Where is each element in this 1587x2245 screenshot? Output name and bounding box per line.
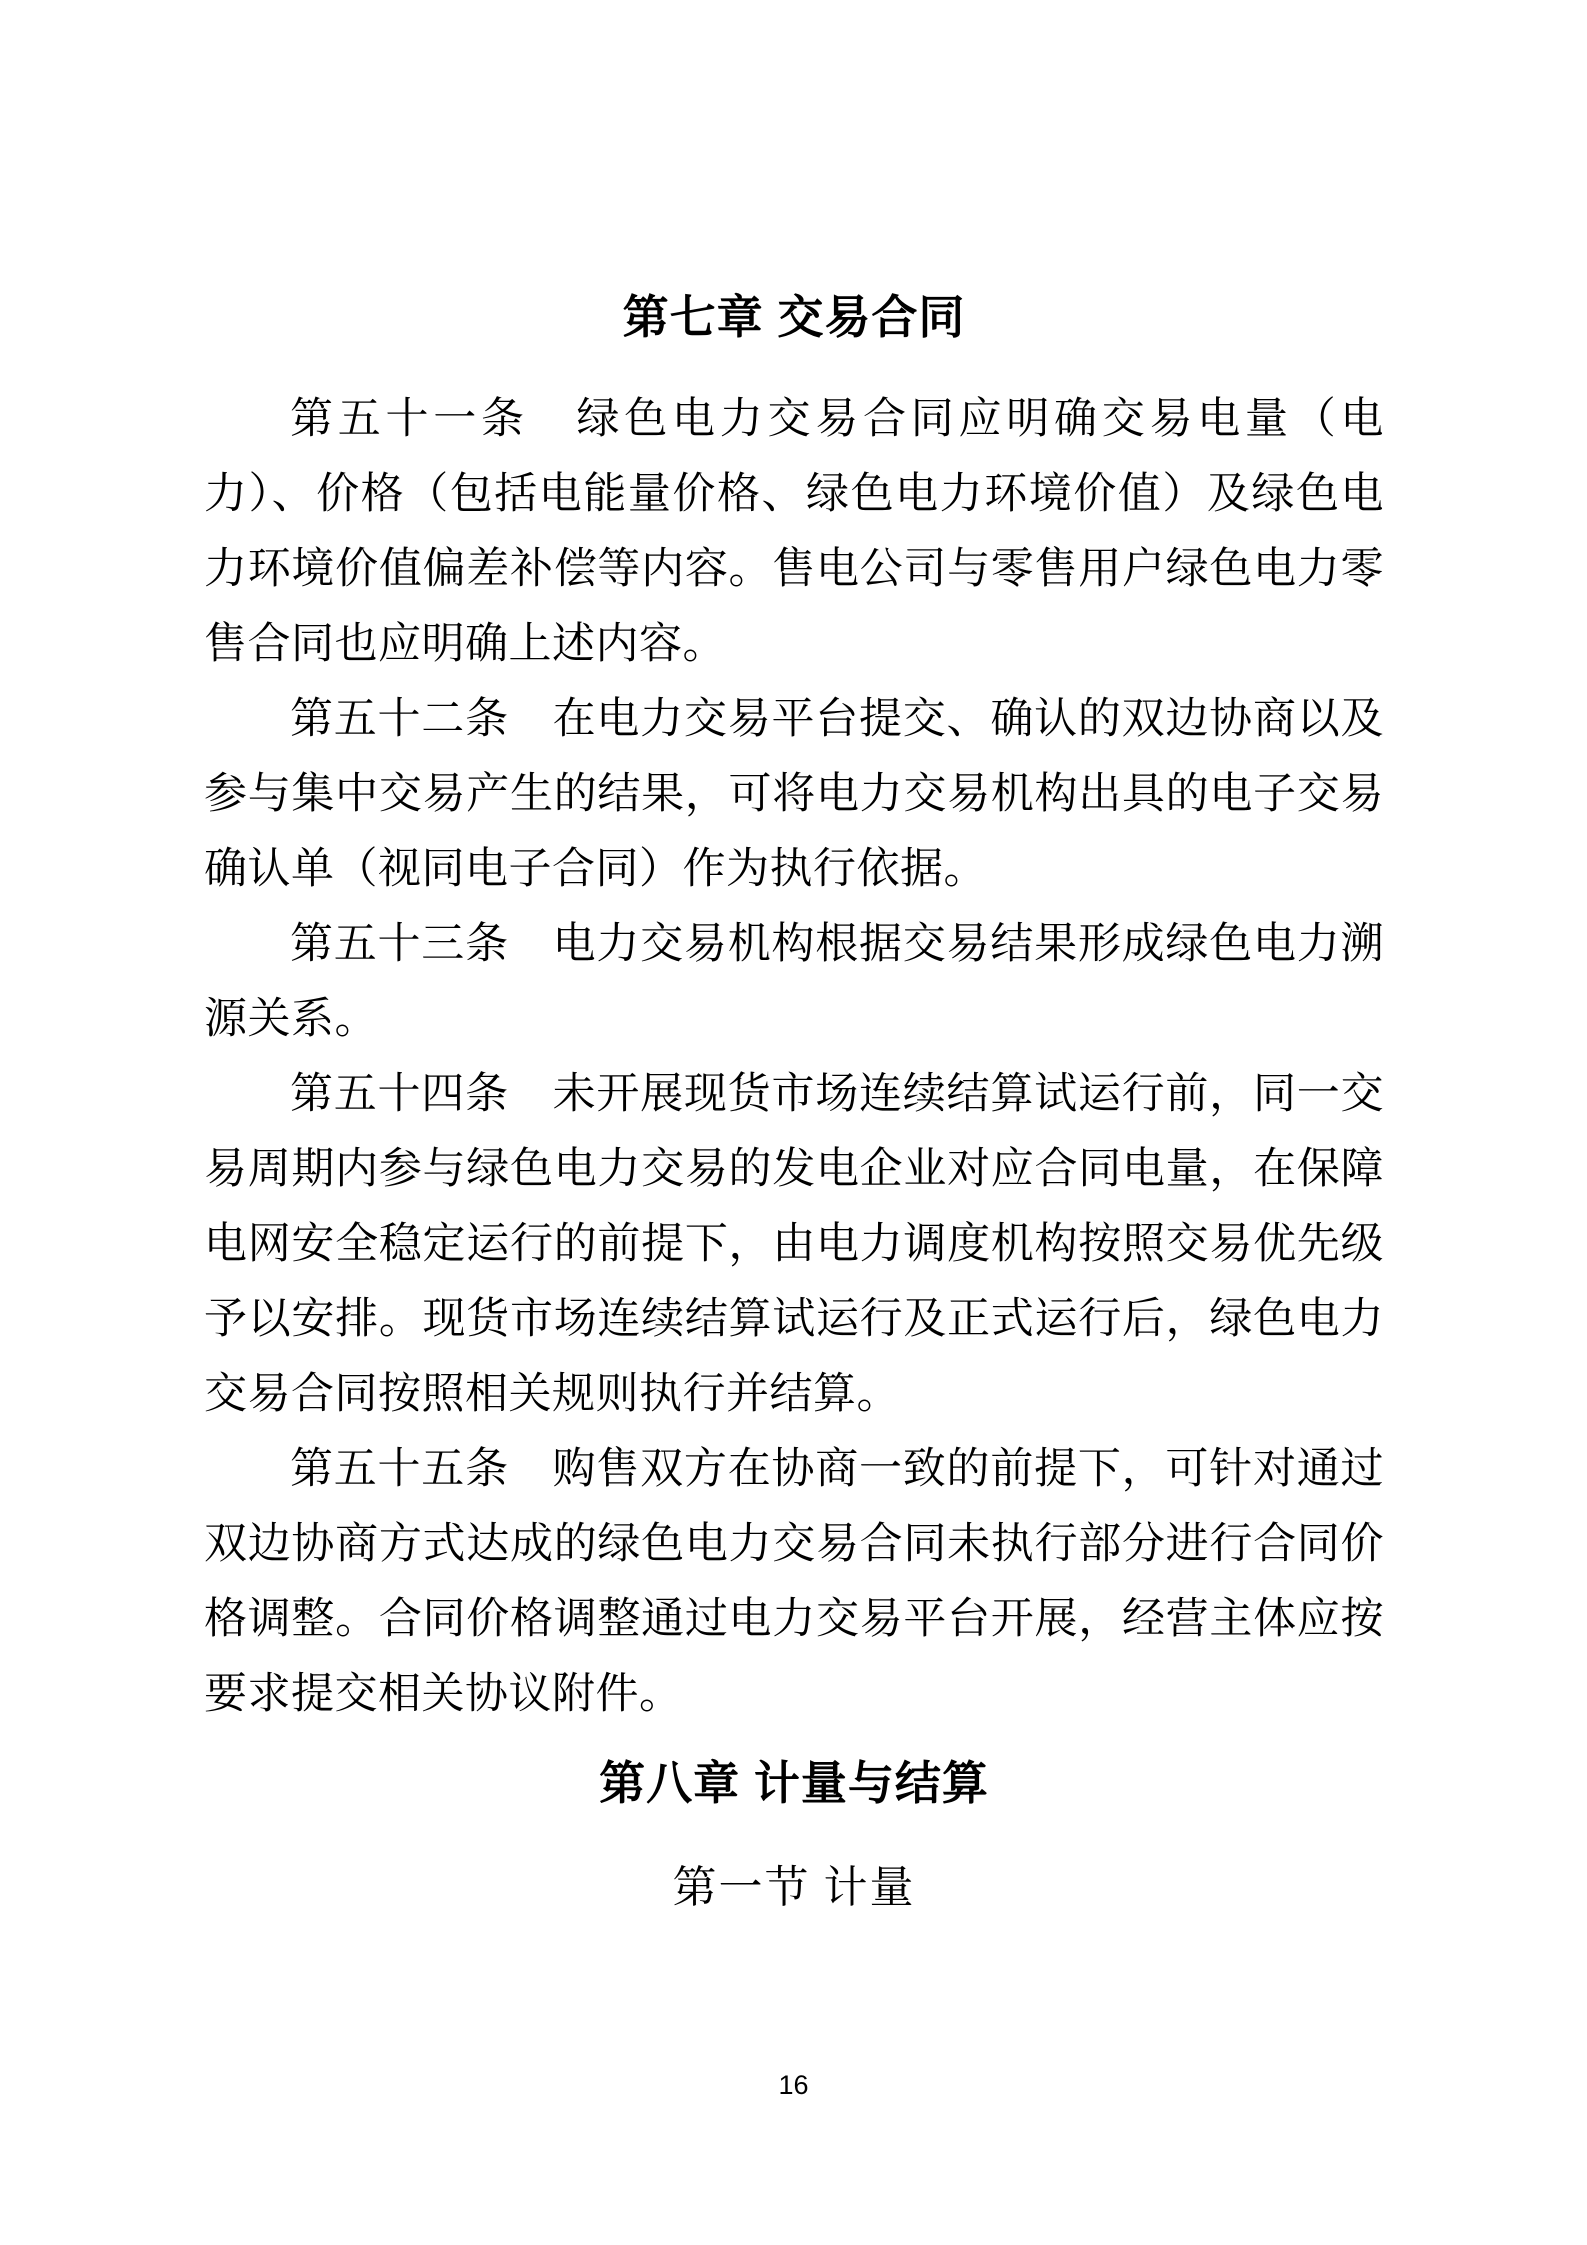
- page-content: [204, 0, 1384, 1916]
- article-52-paragraph: 第五十二条 在电力交易平台提交、确认的双边协商以及参与集中交易产生的结果，可将电力交易机构出具的电子交易确认单（视同电子合同）作为执行依据。: [204, 696, 1384, 893]
- article-51-paragraph: 第五十一条 绿色电力交易合同应明确交易电量（电力）、价格（包括电能量价格、绿色电力环境价值）及绿色电力环境价值偏差补偿等内容。售电公司与零售用户绿色电力零售合同也应明确上述内容。: [204, 396, 1384, 668]
- article-53-paragraph: 第五十三条 电力交易机构根据交易结果形成绿色电力溯源关系。: [204, 921, 1384, 1043]
- article-54-paragraph: 第五十四条 未开展现货市场连续结算试运行前，同一交易周期内参与绿色电力交易的发电企业对应合同电量，在保障电网安全稳定运行的前提下，由电力调度机构按照交易优先级予以安排。现货市场连续结算试运行及正式运行后，绿色电力交易合同按照相关规则执行并结算。: [204, 1071, 1384, 1418]
- chapter-7-heading: 第七章 交易合同: [622, 291, 966, 343]
- page-number: 16: [778, 2070, 809, 2100]
- chapter-8-heading: 第八章 计量与结算: [599, 1757, 989, 1809]
- article-55-paragraph: 第五十五条 购售双方在协商一致的前提下，可针对通过双边协商方式达成的绿色电力交易合同未执行部分进行合同价格调整。合同价格调整通过电力交易平台开展，经营主体应按要求提交相关协议附件。: [204, 1446, 1384, 1718]
- chapter-8-section-1-heading: 第一节 计量: [672, 1863, 916, 1912]
